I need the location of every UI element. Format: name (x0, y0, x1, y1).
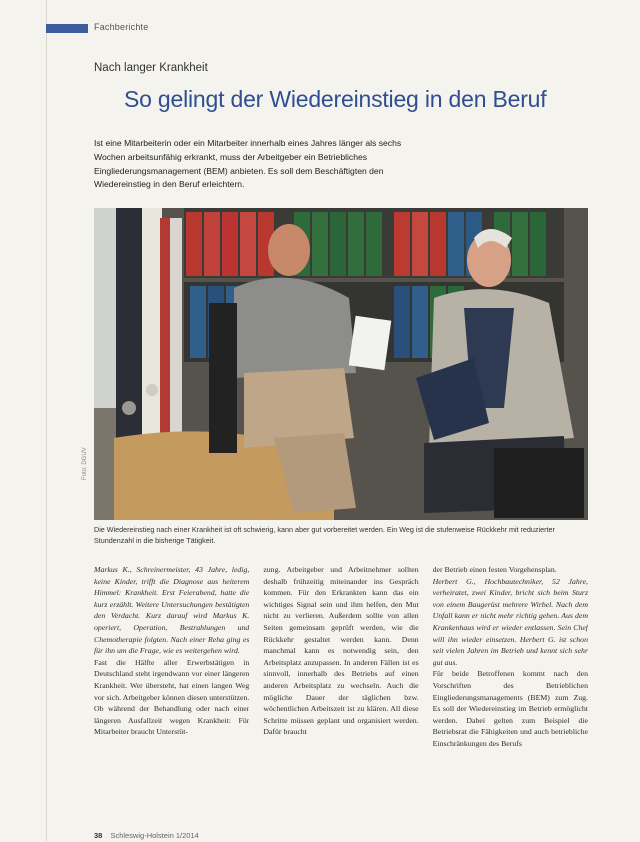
section-color-bar (46, 24, 88, 33)
article-photo (94, 208, 588, 520)
body-paragraph: der Betrieb einen festen Vorgehensplan. (432, 565, 557, 574)
article-kicker: Nach langer Krankheit (94, 62, 208, 74)
page-number: 38 (94, 831, 103, 840)
page-footer (94, 831, 199, 840)
article-body (94, 564, 588, 826)
body-paragraph: Fast die Hälfte aller Erwerbstätigen in Deutschland steht irgendwann vor einer längeren Krankheit. Wer übersteht, hat einen langen Weg vor sich. Arbeitgeber können diesen unterstützen. Ob während der Behandlung oder nach einer längeren Ausfallzeit wegen Krankheit: Für Mitarbeiter braucht Unterstüt- (94, 657, 250, 737)
body-paragraph-italic: Markus K., Schreinermeister, 43 Jahre, ledig, keine Kinder, trifft die Diagnose aus heiterem Himmel: Krankheit. Erst Feierabend, hatte die kurz erzählt. Weitere Untersuchungen bestätigten den Verdacht. Kurz darauf wird Markus K. operiert, Operation, Bestrahlungen und Chemotherapie folgten. Nach einer Reha ging es für ihn um die Frage, wie es weitergehen wird. (94, 565, 250, 656)
photo-caption: Die Wiedereinstieg nach einer Krankheit ist oft schwierig, kann aber gut vorbereitet werden. Ein Weg ist die stufenweise Rückkehr mit reduzierter Stundenzahl in die bisherige Tätigkeit. (94, 525, 555, 545)
section-label: Fachberichte (94, 22, 149, 32)
body-column-3 (433, 564, 588, 826)
body-paragraph: Für beide Betroffenen kommt nach den Vorschriften des Betrieblichen Eingliederungsmanagements (BEM) zum Zug. Es soll der Wiedereinstieg im Betrieb ermöglicht werden. Dabei gelten zum Beispiel die Betriebsrat die Fähigkeiten und auch betriebliche Einschränkungen des Berufs (432, 669, 588, 748)
office-scene-illustration (94, 208, 588, 520)
body-paragraph: zung. Arbeitgeber und Arbeitnehmer sollten deshalb frühzeitig miteinander ins Gespräch kommen. Für den Erkrankten kann das ein wichtiges Signal sein und ihm helfen, den Mut nicht zu verlieren. Außerdem sollte von allen Seiten gemeinsam geprüft werden, wie die Rückkehr gestaltet werden kann. Denn manchmal kann es notwendig sein, den Arbeitsplatz anzupassen. In anderen Fällen ist es sinnvoll, innerhalb des Betriebs auf einen anderen Arbeitsplatz zu wechseln. Auch die mögliche Dauer der täglichen bzw. wöchentlichen Arbeitszeit ist zu klären. All diese Schritte müssen geplant und organisiert werden. Dafür braucht (263, 565, 419, 737)
article-headline: So gelingt der Wiedereinstieg in den Beruf (124, 86, 547, 112)
body-paragraph-italic: Herbert G., Hochbautechniker, 52 Jahre, verheiratet, zwei Kinder, bricht sich beim Sturz von einem Baugerüst mehrere Wirbel. Nach dem Unfall kann er nicht mehr richtig gehen. Aus dem Krankenhaus wird er wieder entlassen. Sein Chef will ihn wieder einsetzen. Herbert G. ist schon seit vielen Jahren im Betrieb und kennt sich sehr gut aus. (432, 576, 588, 667)
article-lead: Ist eine Mitarbeiterin oder ein Mitarbeiter innerhalb eines Jahres länger als sechs Wochen arbeitsunfähig erkrankt, muss der Arbeitgeber ein Betriebliches Eingliederungsmanagement (BEM) anbieten. Es soll dem Beschäftigten den Wiedereinstieg in den Beruf erleichtern. (94, 138, 402, 190)
body-column-2 (263, 564, 418, 826)
gutter-line (46, 0, 47, 842)
publication-name: Schleswig-Holstein 1/2014 (110, 831, 199, 840)
body-column-1 (94, 564, 249, 826)
photo-credit: Foto: DGUV (82, 447, 88, 480)
